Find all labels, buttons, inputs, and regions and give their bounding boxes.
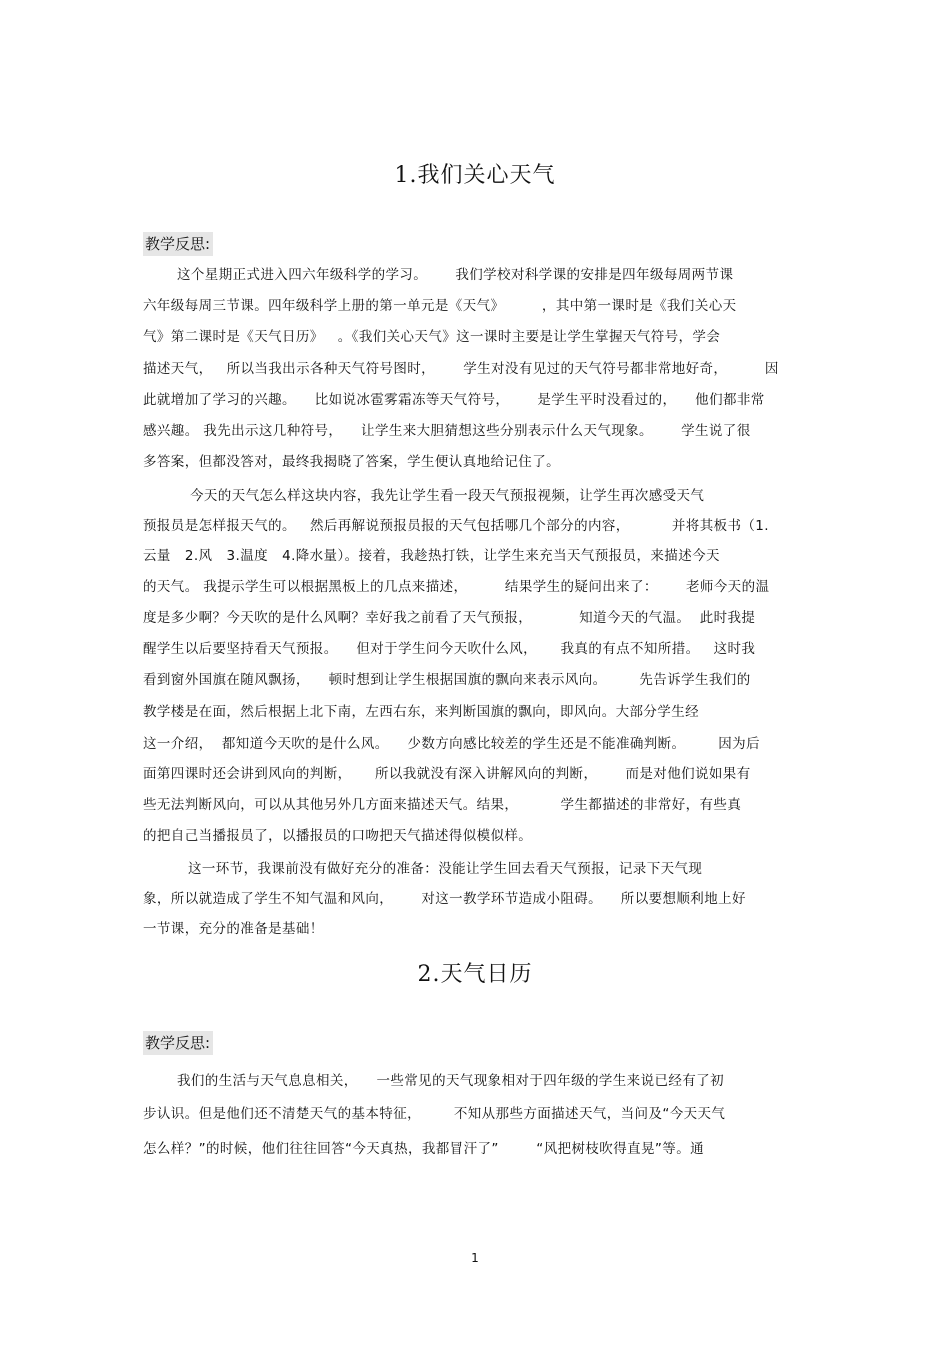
text-line: 我们的生活与天气息息相关， 一些常见的天气现象相对于四年级的学生来说已经有了初 <box>177 1073 724 1089</box>
text-line: 怎么样？”的时候，他们往往回答“今天真热，我都冒汗了” “风把树枝吹得直晃”等。通 <box>143 1141 704 1157</box>
text-line: 的天气。 我提示学生可以根据黑板上的几点来描述， 结果学生的疑问出来了： 老师今天的温 <box>143 579 770 595</box>
section-title: 2.天气日历 <box>417 962 533 987</box>
text-line: 象，所以就造成了学生不知气温和风向， 对这一教学环节造成小阻碍。 所以要想顺利地上好 <box>143 891 746 907</box>
section-title: 1.我们关心天气 <box>394 163 556 188</box>
text-line: 此就增加了学习的兴趣。 比如说冰雹雾霜冻等天气符号， 是学生平时没看过的， 他们都非常 <box>143 392 765 408</box>
text-line: 些无法判断风向，可以从其他另外几方面来描述天气。结果， 学生都描述的非常好，有些真 <box>143 797 742 813</box>
text-line: 度是多少啊？今天吹的是什么风啊？幸好我之前看了天气预报， 知道今天的气温。 此时我提 <box>143 610 756 626</box>
text-line: 这个星期正式进入四六年级科学的学习。 我们学校对科学课的安排是四年级每周两节课 <box>177 267 734 283</box>
reflection-heading: 教学反思: <box>143 1031 213 1055</box>
page-number: 1 <box>471 1251 479 1265</box>
text-line: 这一介绍， 都知道今天吹的是什么风。 少数方向感比较差的学生还是不能准确判断。 因为后 <box>143 736 760 752</box>
text-line: 气》第二课时是《天气日历》 。《我们关心天气》这一课时主要是让学生掌握天气符号，学会 <box>143 329 721 345</box>
text-line: 今天的天气怎么样这块内容，我先让学生看一段天气预报视频，让学生再次感受天气 <box>190 488 705 504</box>
reflection-heading: 教学反思: <box>143 232 213 256</box>
text-line: 的把自己当播报员了，以播报员的口吻把天气描述得似模似样。 <box>143 828 533 844</box>
text-line: 预报员是怎样报天气的。 然后再解说预报员报的天气包括哪几个部分的内容， 并将其板书（1. <box>143 518 769 534</box>
text-line: 这一环节，我课前没有做好充分的准备：没能让学生回去看天气预报，记录下天气现 <box>188 861 703 877</box>
text-line: 步认识。但是他们还不清楚天气的基本特征， 不知从那些方面描述天气，当问及“今天天气 <box>143 1106 726 1122</box>
text-line: 醒学生以后要坚持看天气预报。 但对于学生问今天吹什么风， 我真的有点不知所措。 这时我 <box>143 641 756 657</box>
text-line: 看到窗外国旗在随风飘扬， 顿时想到让学生根据国旗的飘向来表示风向。 先告诉学生我们的 <box>143 672 751 688</box>
text-line: 教学楼是在面，然后根据上北下南，左西右东，来判断国旗的飘向，即风向。大部分学生经 <box>143 704 699 720</box>
text-line: 描述天气， 所以当我出示各种天气符号图时， 学生对没有见过的天气符号都非常地好奇， 因 <box>143 361 779 377</box>
text-line: 面第四课时还会讲到风向的判断， 所以我就没有深入讲解风向的判断， 而是对他们说如果有 <box>143 766 751 782</box>
text-line: 云量 2.风 3.温度 4.降水量）。接着，我趁热打铁，让学生来充当天气预报员，来描述今天 <box>143 548 720 564</box>
text-line: 一节课，充分的准备是基础！ <box>143 921 324 937</box>
text-line: 感兴趣。 我先出示这几种符号， 让学生来大胆猜想这些分别表示什么天气现象。 学生说了很 <box>143 423 751 439</box>
text-line: 六年级每周三节课。四年级科学上册的第一单元是《天气》 ，其中第一课时是《我们关心天 <box>143 298 737 314</box>
text-line: 多答案，但都没答对，最终我揭晓了答案，学生便认真地给记住了。 <box>143 454 560 470</box>
